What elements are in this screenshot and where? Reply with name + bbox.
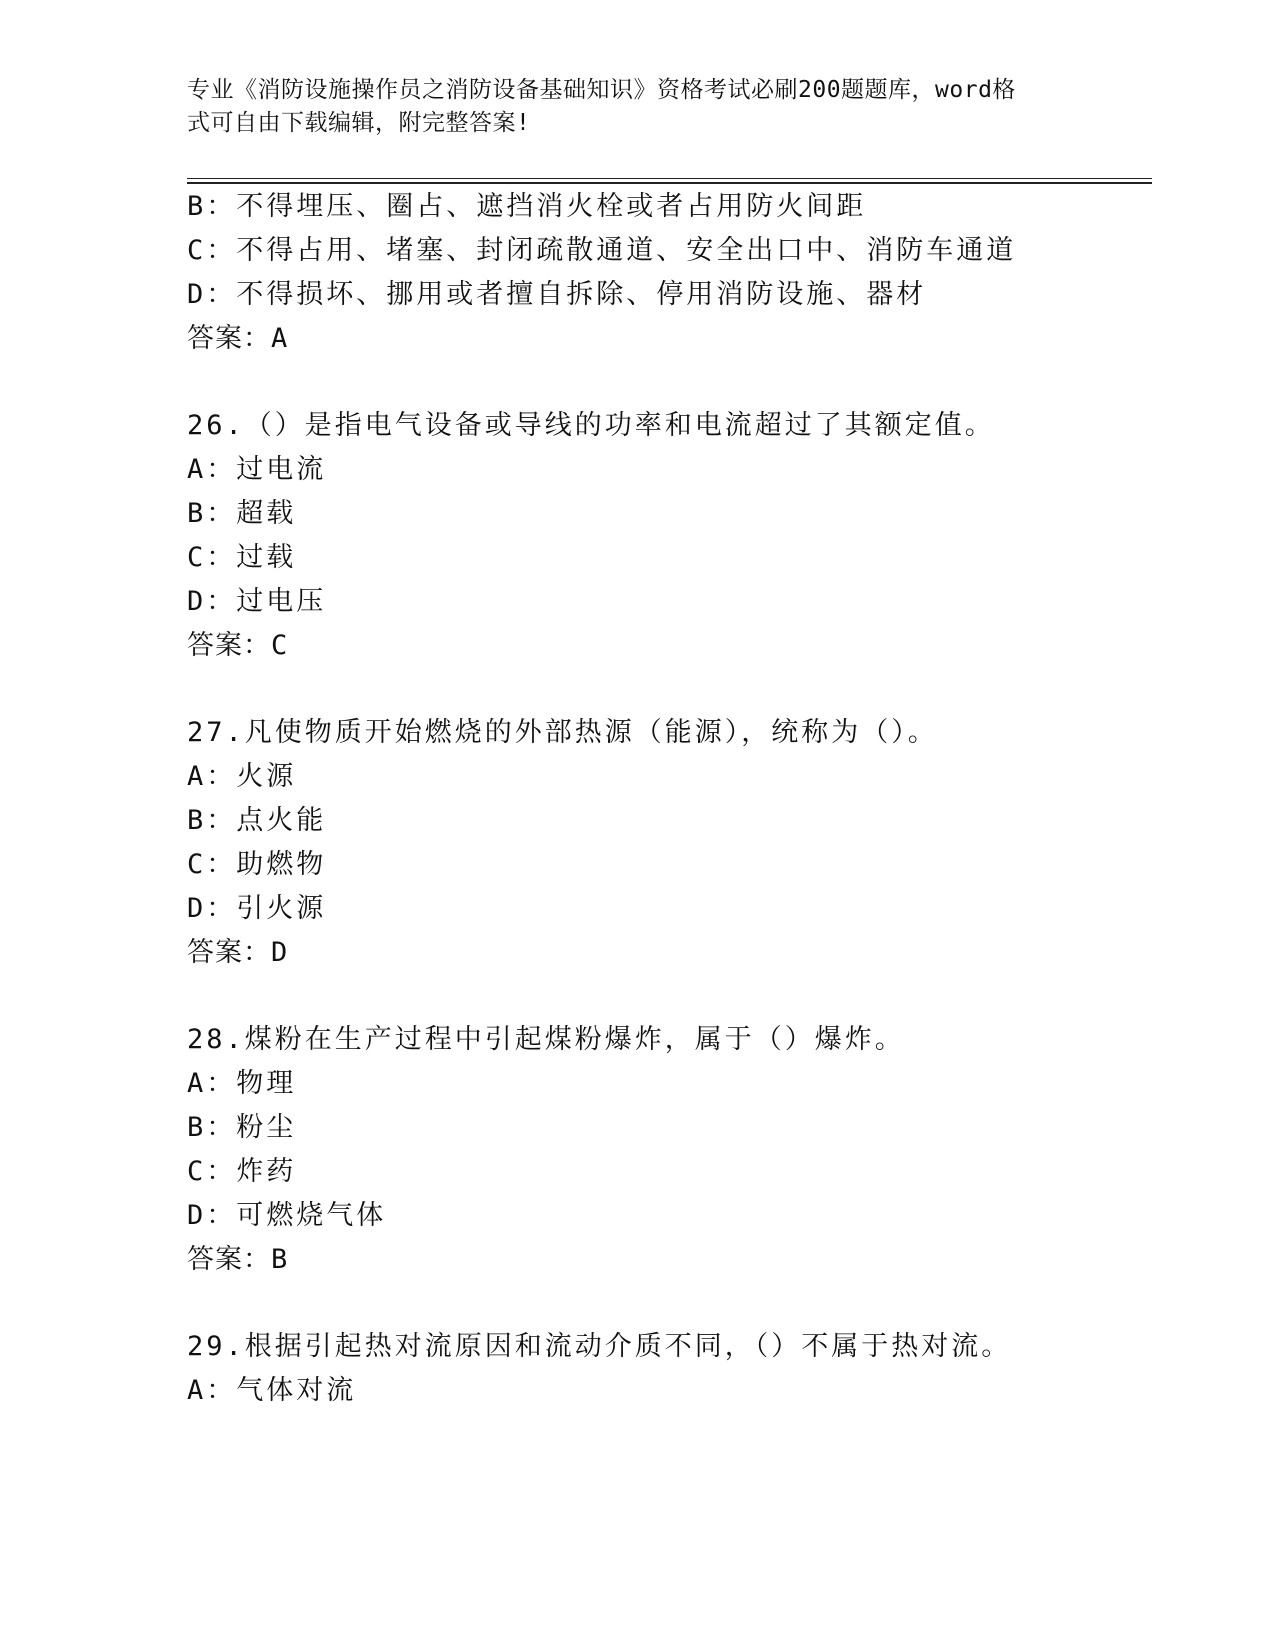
header-rule-thin: [187, 178, 1152, 179]
question-27-stem: 27.凡使物质开始燃烧的外部热源（能源），统称为（）。: [187, 717, 938, 748]
question-28-option-d: D：可燃烧气体: [187, 1200, 387, 1231]
question-28-option-b: B：粉尘: [187, 1112, 297, 1143]
question-29-option-a: A：气体对流: [187, 1375, 357, 1406]
header-line-1: 专业《消防设施操作员之消防设备基础知识》资格考试必刷200题题库，word格: [187, 77, 1016, 103]
question-26-stem: 26.（）是指电气设备或导线的功率和电流超过了其额定值。: [187, 410, 995, 441]
prev-option-c: C：不得占用、堵塞、封闭疏散通道、安全出口中、消防车通道: [187, 235, 1017, 266]
question-28-answer: 答案：B: [187, 1244, 289, 1275]
question-26-option-a: A：过电流: [187, 454, 327, 485]
header-line-2: 式可自由下载编辑，附完整答案!: [187, 110, 531, 136]
question-28-option-c: C：炸药: [187, 1156, 297, 1187]
question-26-answer: 答案：C: [187, 630, 289, 661]
question-27-answer: 答案：D: [187, 937, 289, 968]
header-rule-thick: [187, 182, 1152, 184]
document-header: [187, 74, 1067, 140]
question-29-stem: 29.根据引起热对流原因和流动介质不同，（）不属于热对流。: [187, 1331, 1012, 1362]
question-26-option-c: C：过载: [187, 542, 297, 573]
question-28-option-a: A：物理: [187, 1068, 297, 1099]
question-27-option-c: C：助燃物: [187, 849, 327, 880]
question-27-option-a: A：火源: [187, 761, 297, 792]
question-27-option-b: B：点火能: [187, 805, 327, 836]
question-26-option-d: D：过电压: [187, 586, 327, 617]
question-27-option-d: D：引火源: [187, 893, 327, 924]
question-26-option-b: B：超载: [187, 498, 297, 529]
prev-option-d: D：不得损坏、挪用或者擅自拆除、停用消防设施、器材: [187, 279, 927, 310]
prev-option-b: B：不得埋压、圈占、遮挡消火栓或者占用防火间距: [187, 191, 867, 222]
prev-answer: 答案：A: [187, 323, 289, 354]
question-28-stem: 28.煤粉在生产过程中引起煤粉爆炸，属于（）爆炸。: [187, 1024, 905, 1055]
